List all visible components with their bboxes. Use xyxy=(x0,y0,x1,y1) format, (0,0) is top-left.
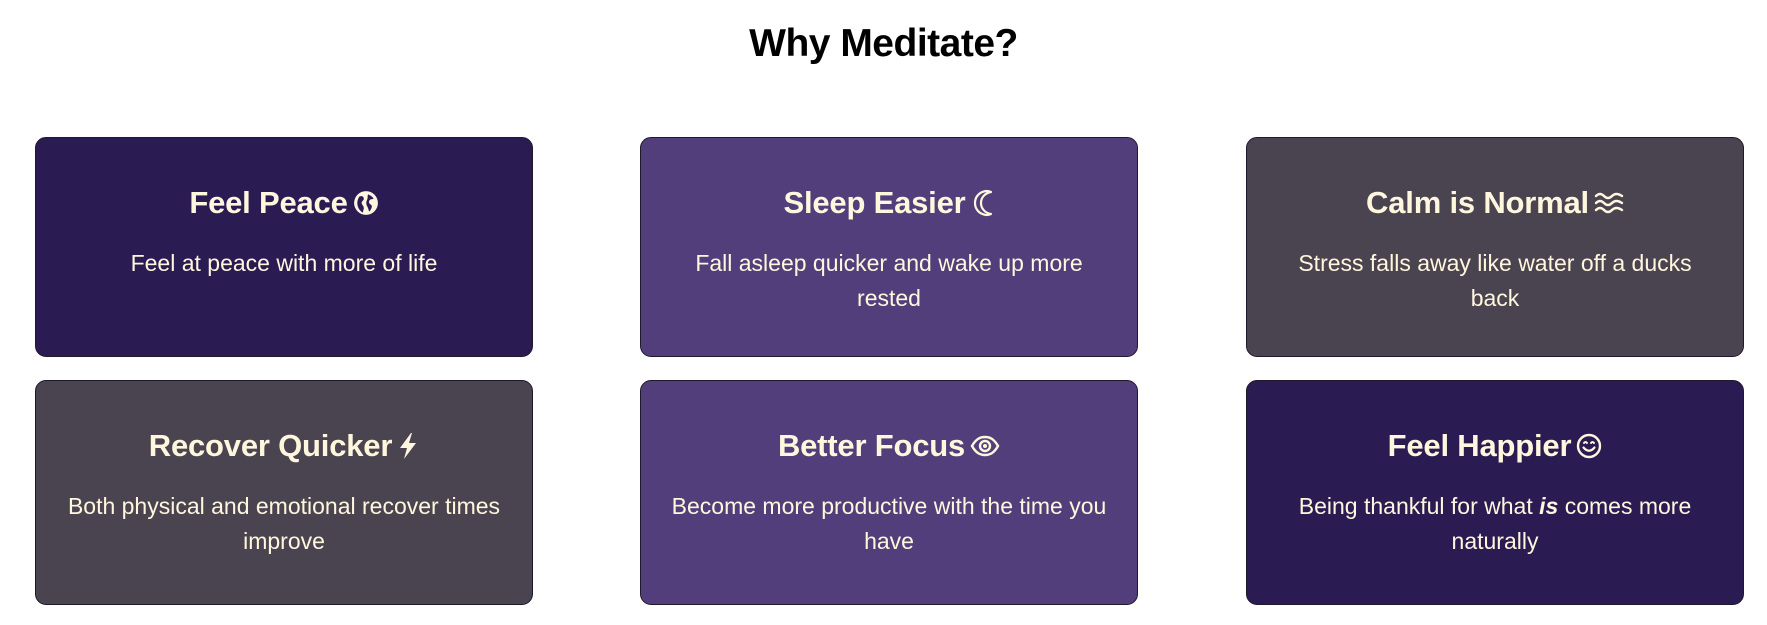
page-title: Why Meditate? xyxy=(749,22,1018,65)
description-part: comes more naturally xyxy=(1451,493,1692,554)
moon-icon xyxy=(971,189,995,217)
card-title-text: Better Focus xyxy=(777,428,966,463)
card-title xyxy=(1247,426,1743,466)
card-title-text: Feel Peace xyxy=(189,185,348,220)
eye-icon xyxy=(970,435,1000,457)
description-emphasis: is xyxy=(1539,493,1559,519)
card-description: Feel at peace with more of life xyxy=(130,250,438,276)
card-recover-quicker xyxy=(35,380,533,605)
card-title xyxy=(641,183,1137,223)
description-part: Being thankful for what xyxy=(1298,493,1533,519)
card-calm-is-normal xyxy=(1246,137,1744,357)
card-title xyxy=(36,183,532,223)
card-feel-peace xyxy=(35,137,533,357)
card-title-text: Calm is Normal xyxy=(1366,185,1589,220)
bolt-icon xyxy=(397,432,419,460)
card-feel-happier xyxy=(1246,380,1744,605)
card-description: Stress falls away like water off a ducks back xyxy=(1298,250,1692,311)
card-better-focus xyxy=(640,380,1138,605)
card-title xyxy=(1247,183,1743,223)
card-title-text: Sleep Easier xyxy=(783,185,966,220)
smile-icon xyxy=(1576,433,1602,459)
card-description: Become more productive with the time you have xyxy=(671,493,1107,554)
water-icon xyxy=(1594,191,1624,215)
card-sleep-easier xyxy=(640,137,1138,357)
card-description: Fall asleep quicker and wake up more rested xyxy=(695,250,1083,311)
globe-icon xyxy=(353,190,379,216)
card-title xyxy=(36,426,532,466)
card-description: Both physical and emotional recover times improve xyxy=(67,493,501,554)
card-title-text: Feel Happier xyxy=(1387,428,1572,463)
card-description xyxy=(1275,489,1715,559)
card-title-text: Recover Quicker xyxy=(148,428,393,463)
card-title xyxy=(641,426,1137,466)
